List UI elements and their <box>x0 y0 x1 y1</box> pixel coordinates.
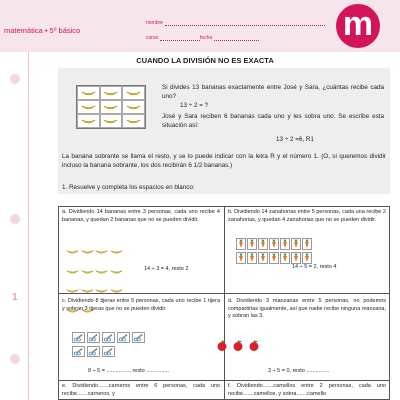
carrot-icon <box>302 252 312 264</box>
binder-hole <box>10 354 20 364</box>
exercise-b-equation: 14 ÷ 5 = 2, resto 4 <box>292 264 337 270</box>
banana-icon <box>66 262 79 280</box>
exercise-e-text: e. Dividiendo.......carneros entre 6 personas, cada uno recibe.......carneros, y <box>62 383 220 397</box>
banana-icon <box>81 90 96 97</box>
apple-icon <box>248 340 260 351</box>
date-label: fecha <box>200 35 213 41</box>
scissors-icon <box>87 346 100 357</box>
carrot-icon <box>258 252 268 264</box>
banana-icon <box>110 281 123 299</box>
apple-icon <box>232 340 244 351</box>
banana-icon <box>95 262 108 280</box>
scissors-icon <box>72 332 85 343</box>
carrot-icon <box>236 252 246 264</box>
exercise-a-equation: 14 ÷ 3 = 4, resto 2 <box>144 266 189 272</box>
banana-icon <box>81 262 94 280</box>
page-title: CUANDO LA DIVISIÓN NO ES EXACTA <box>136 56 274 65</box>
page-number: 1 <box>12 292 18 303</box>
binder-hole <box>10 74 20 84</box>
scissors-icon <box>87 332 100 343</box>
carrot-icon <box>269 238 279 250</box>
logo: m <box>336 4 380 48</box>
banana-icon <box>103 90 118 97</box>
banana-icon <box>66 242 79 260</box>
carrot-icon <box>269 252 279 264</box>
intro-explanation: La banana sobrante se llama el resto, y se lo puede indicar con la letra R y el número 1. (O, si queremos dividir incluso la banana sobrante, los dos recibirán 6 1/2 bananas.) <box>62 153 386 169</box>
name-field <box>146 20 325 26</box>
carrot-icon <box>258 238 268 250</box>
carrot-icon <box>291 238 301 250</box>
intro-equation-2: 13 ÷ 2 =6, R1 <box>276 136 314 143</box>
carrot-icon <box>247 238 257 250</box>
scissors-icon <box>117 332 130 343</box>
banana-icon <box>81 104 96 111</box>
scissors-icon <box>102 346 115 357</box>
banana-icon <box>95 281 108 299</box>
exercise-a-text: a. Dividiendo 14 bananas entre 3 personas, cada uno recibe 4 bananas, y quedan 2 bananas que no se pueden dividir. <box>62 209 220 223</box>
apple-icon <box>216 340 228 351</box>
intro-statement: José y Sara reciben 6 bananas cada uno y les sobra uno. Se escribe esta situación así: <box>162 113 384 129</box>
carrot-icon <box>280 252 290 264</box>
banana-icon <box>81 242 94 260</box>
table-divider <box>224 206 225 400</box>
banana-illustration <box>76 85 146 129</box>
banana-icon <box>110 262 123 280</box>
carrot-icon <box>280 238 290 250</box>
carrot-icon <box>236 238 246 250</box>
name-label: nombre <box>146 20 163 26</box>
course-label: curso <box>146 35 159 41</box>
intro-equation-1: 13 ÷ 2 = ? <box>180 102 209 109</box>
exercise-f-text: f. Dividiendo.......camellos entre 2 personas, cada uno recibe.......camellos, y sobra.......camello <box>228 383 386 397</box>
scissors-icon <box>132 332 145 343</box>
intro-question: Si divides 13 bananas exactamente entre José y Sara, ¿cuántas recibe cada uno? <box>162 84 384 100</box>
table-divider <box>58 380 390 381</box>
banana-icon <box>95 242 108 260</box>
banana-icon <box>103 104 118 111</box>
exercise-b-text: b. Dividiendo 14 zanahorias entre 5 personas, cada una recibe 2 zanahorias, y quedan 4 zanahorias que no se pueden dividir. <box>228 209 386 223</box>
scissors-icon <box>72 346 85 357</box>
exercise-d-equation: 3 ÷ 5 = 0, resto ............... <box>268 368 330 374</box>
subject-label: matemática • 5º básico <box>4 26 81 35</box>
scissors-icon <box>102 332 115 343</box>
banana-icon <box>81 281 94 299</box>
carrot-icon <box>247 252 257 264</box>
banana-icon <box>103 118 118 125</box>
banana-icon <box>110 242 123 260</box>
instruction: 1. Resuelve y completa los espacios en blanco: <box>62 184 195 191</box>
exercise-c-text: c. Dividiendo 8 tijeras entre 5 personas, cada uno recibe 1 tijera y sobran 3 tijeras que no se pueden dividir. <box>62 298 220 312</box>
carrot-icon <box>291 252 301 264</box>
banana-icon <box>126 104 141 111</box>
banana-icon <box>81 118 96 125</box>
date-field <box>200 35 259 41</box>
banana-icon <box>66 281 79 299</box>
course-field <box>146 35 200 41</box>
exercise-c-equation: 8 ÷ 5 = ..............., resto ............... <box>88 368 170 374</box>
banana-icon <box>126 118 141 125</box>
banana-icon <box>126 90 141 97</box>
margin-line <box>28 52 29 400</box>
carrot-icon <box>302 238 312 250</box>
exercise-d-text: d. Dividiendo 3 manzanas entre 5 personas, no podemos compartirlas igualmente, así que nadie recibe ninguna manzana, y sobran las 3. <box>228 298 386 319</box>
binder-hole <box>10 214 20 224</box>
